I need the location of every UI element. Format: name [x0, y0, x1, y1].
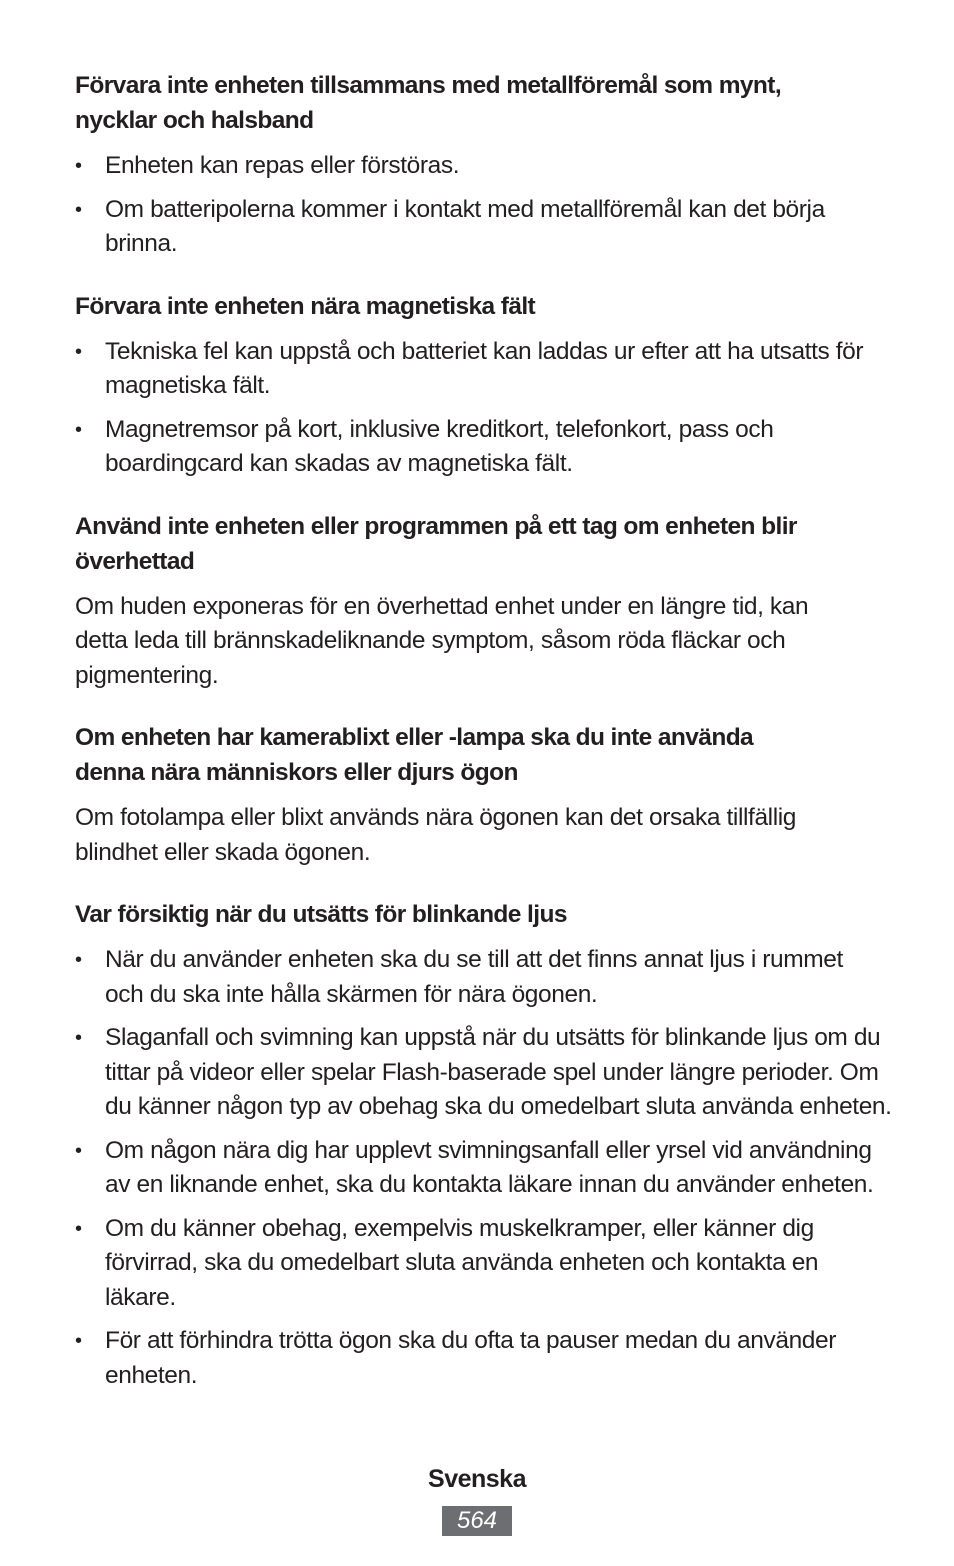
list-item: • Magnetremsor på kort, inklusive kreditkort, telefonkort, pass och boardingcard kan skadas av magnetiska fält. [75, 413, 865, 482]
bullet-list [75, 943, 892, 1393]
bullet-icon: • [75, 340, 82, 363]
section-heading: Om enheten har kamerablixt eller -lampa ska du inte använda denna nära människors eller djurs ögon [75, 724, 754, 786]
document-body [75, 68, 892, 1393]
section-flashing-light [75, 897, 892, 1393]
section-magnetic-fields [75, 289, 885, 482]
section-metal-objects [75, 68, 885, 262]
bullet-icon: • [75, 1139, 82, 1162]
list-item: • För att förhindra trötta ögon ska du ofta ta pauser medan du använder enheten. [75, 1324, 915, 1393]
bullet-list [75, 335, 885, 482]
section-overheated [75, 509, 885, 694]
bullet-icon: • [75, 1330, 82, 1352]
list-item: • Om du känner obehag, exempelvis muskelkramper, eller känner dig förvirrad, ska du omedelbart sluta använda enheten och kontakta en läkare. [75, 1212, 895, 1316]
bullet-list [75, 149, 885, 262]
list-item: • När du använder enheten ska du se till att det finns annat ljus i rummet och du ska inte hålla skärmen för nära ögonen. [75, 943, 845, 1012]
list-item: • Om batteripolerna kommer i kontakt med metallföremål kan det börja brinna. [75, 193, 830, 262]
section-heading: Var försiktig när du utsätts för blinkande ljus [75, 901, 567, 928]
section-camera-flash [75, 720, 885, 870]
bullet-icon: • [75, 418, 82, 441]
list-item: • Om någon nära dig har upplevt svimningsanfall eller yrsel vid användning av en liknande enhet, ska du kontakta läkare innan du använder enheten. [75, 1134, 895, 1203]
bullet-icon: • [75, 198, 82, 221]
footer-language: Svenska [428, 1465, 526, 1493]
list-item: • Tekniska fel kan uppstå och batteriet kan laddas ur efter att ha utsatts för magnetiska fält. [75, 335, 885, 404]
bullet-icon: • [75, 155, 82, 177]
section-heading: Förvara inte enheten nära magnetiska fält [75, 292, 536, 320]
bullet-icon: • [75, 1217, 82, 1240]
list-item: • Slaganfall och svimning kan uppstå när du utsätts för blinkande ljus om du tittar på videor eller spelar Flash-baserade spel under längre perioder. Om du känner någon typ av obehag ska du omedelbart sluta använda enheten. [75, 1021, 895, 1125]
bullet-icon: • [75, 1027, 82, 1049]
section-paragraph: Om huden exponeras för en överhettad enhet under en längre tid, kan detta leda till brännskadeliknande symptom, såsom röda fläckar och pigmentering. [75, 592, 809, 689]
bullet-icon: • [75, 949, 82, 971]
section-heading: Använd inte enheten eller programmen på ett tag om enheten blir överhettad [75, 512, 797, 575]
page-number-badge: 564 [442, 1506, 512, 1536]
list-item: • Enheten kan repas eller förstöras. [75, 149, 885, 184]
section-paragraph: Om fotolampa eller blixt används nära ögonen kan det orsaka tillfällig blindhet eller skada ögonen. [75, 804, 797, 866]
section-heading: Förvara inte enheten tillsammans med metallföremål som mynt, nycklar och halsband [75, 72, 782, 134]
